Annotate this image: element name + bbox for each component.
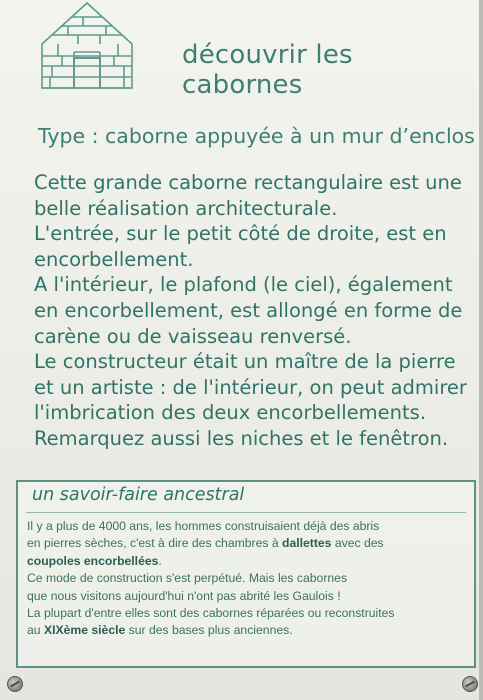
description-line: Cette grande caborne rectangulaire est une xyxy=(34,171,462,194)
box-divider xyxy=(26,512,466,513)
box-text xyxy=(27,518,469,640)
caborne-stone-hut-icon xyxy=(38,0,136,92)
keyword-coupoles: coupoles encorbellées xyxy=(27,553,159,568)
description-line: carène ou de vaisseau renversé. xyxy=(34,324,352,348)
ancestral-know-how-box xyxy=(16,480,476,668)
keyword-century: XIXème siècle xyxy=(43,623,126,638)
screw-icon xyxy=(462,676,478,692)
screw-icon xyxy=(7,676,23,692)
description-line: Le constructeur était un maître de la pierre xyxy=(34,350,456,374)
box-line xyxy=(27,553,469,570)
box-line-part: sur des bases plus anciennes. xyxy=(125,623,293,638)
description-line: en encorbellement, est allongé en forme de xyxy=(34,298,463,322)
box-line xyxy=(27,535,469,552)
box-line-part: avec des xyxy=(331,536,384,551)
box-line: Ce mode de construction s'est perpétué. Mais les cabornes xyxy=(27,571,348,586)
box-line-part: au xyxy=(27,623,44,638)
description-line: l'imbrication des deux encorbellements. xyxy=(34,401,427,425)
box-line-part: . xyxy=(158,553,162,568)
description-line: Remarquez aussi les niches et le fenêtron. xyxy=(34,426,449,450)
box-title: un savoir-faire ancestral xyxy=(32,485,245,505)
box-line: que nous visitons aujourd'hui n'ont pas abrité les Gaulois ! xyxy=(27,588,341,603)
keyword-dallettes: dallettes xyxy=(282,536,332,551)
caborne-type: Type : caborne appuyée à un mur d’enclos xyxy=(38,124,475,148)
page-title: découvrir les cabornes xyxy=(182,40,353,100)
description-text xyxy=(34,170,479,452)
description-line: belle réalisation architecturale. xyxy=(34,196,338,220)
box-line: Il y a plus de 4000 ans, les hommes construisaient déjà des abris xyxy=(27,519,380,533)
description-line: encorbellement. xyxy=(34,247,194,271)
box-line xyxy=(27,622,469,639)
description-line: et un artiste : de l'intérieur, on peut admirer xyxy=(34,375,467,399)
box-line: La plupart d'entre elles sont des cabornes réparées ou reconstruites xyxy=(27,606,395,621)
description-line: A l'intérieur, le plafond (le ciel), également xyxy=(34,273,453,297)
box-line-part: en pierres sèches, c'est à dire des chambres à xyxy=(27,536,283,551)
description-line: L'entrée, sur le petit côté de droite, est en xyxy=(34,222,447,246)
